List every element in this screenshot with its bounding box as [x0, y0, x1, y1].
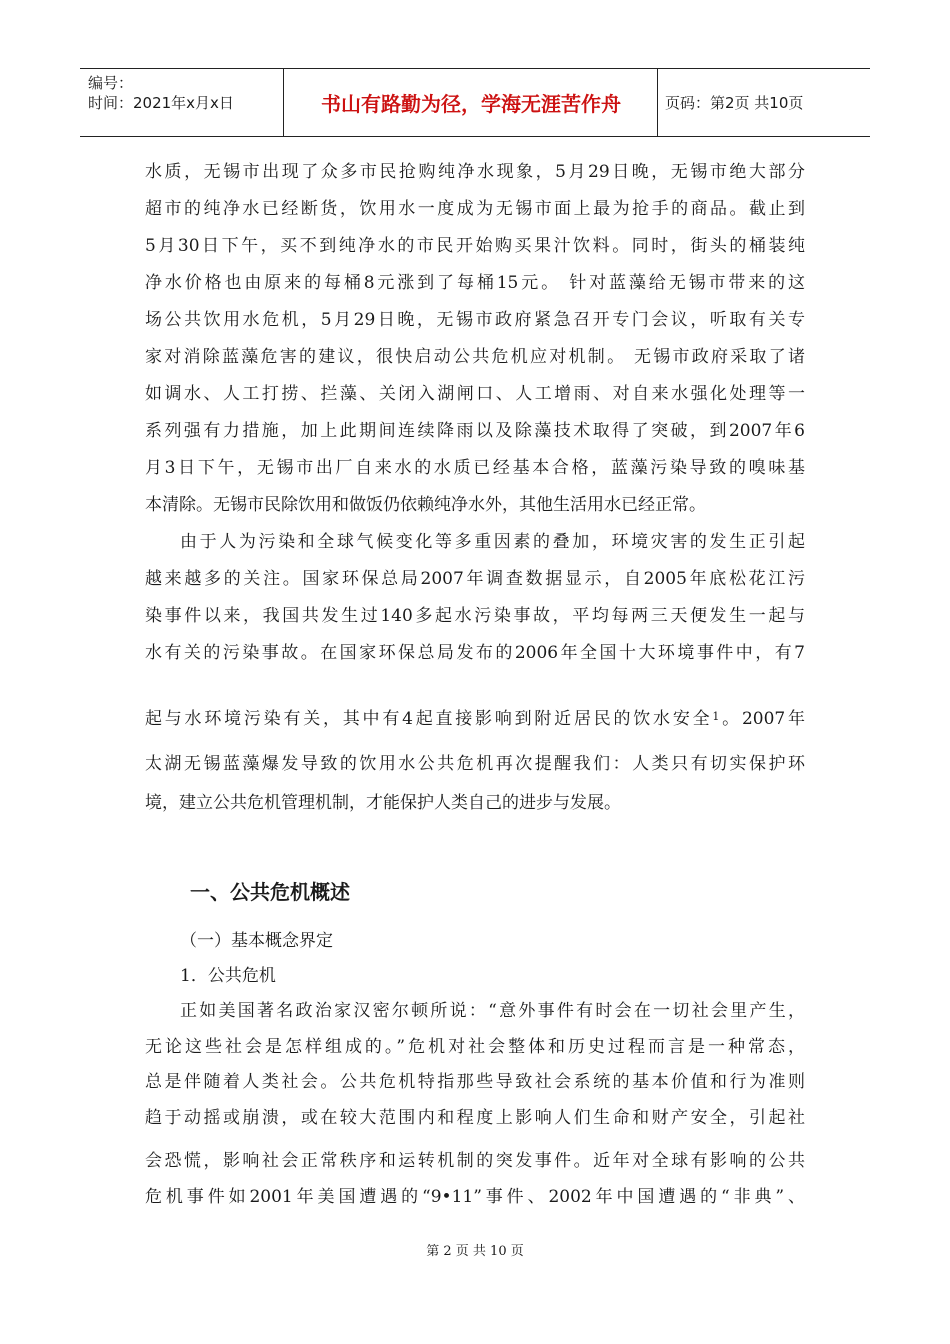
body-line: 水质，无锡市出现了众多市民抢购纯净水现象，5月29日晚，无锡市绝大部分 [145, 162, 805, 182]
header-motto: 书山有路勤为径，学海无涯苦作舟 [321, 92, 621, 116]
body-line: 本清除。无锡市民除饮用和做饭仍依赖纯净水外，其他生活用水已经正常。 [145, 495, 706, 515]
body-line: 超市的纯净水已经断货，饮用水一度成为无锡市面上最为抢手的商品。截止到 [145, 199, 805, 219]
number-label: 编号： [88, 74, 134, 92]
page-header [80, 68, 870, 137]
body-line: 无论这些社会是怎样组成的。”危机对社会整体和历史过程而言是一种常态， [145, 1037, 805, 1057]
body-line: 系列强有力措施，加上此期间连续降雨以及除藻技术取得了突破，到2007年6 [145, 421, 805, 441]
body-line: 总是伴随着人类社会。公共危机特指那些导致社会系统的基本价值和行为准则 [145, 1072, 805, 1092]
header-meta [88, 73, 283, 113]
header-divider [657, 69, 658, 136]
footnote-marker[interactable]: 1 [712, 710, 720, 723]
header-page-info: 页码：第2页 共10页 [665, 94, 804, 112]
body-line-with-footnote [145, 708, 805, 730]
section-title: 一、公共危机概述 [190, 880, 350, 904]
body-line: 5月30日下午，买不到纯净水的市民开始购买果汁饮料。同时，街头的桶装纯 [145, 236, 805, 256]
header-divider [283, 69, 284, 136]
body-line: 家对消除蓝藻危害的建议，很快启动公共危机应对机制。 无锡市政府采取了诸 [145, 347, 805, 367]
body-line: 由于人为污染和全球气候变化等多重因素的叠加，环境灾害的发生正引起 [180, 532, 805, 552]
body-line: 场公共饮用水危机，5月29日晚，无锡市政府紧急召开专门会议，听取有关专 [145, 310, 805, 330]
subsection-title: （一）基本概念界定 [180, 931, 333, 951]
body-line: 境，建立公共危机管理机制，才能保护人类自己的进步与发展。 [145, 793, 621, 813]
body-line: 月3日下午，无锡市出厂自来水的水质已经基本合格，蓝藻污染导致的嗅味基 [145, 458, 805, 478]
body-line: 水有关的污染事故。在国家环保总局发布的2006年全国十大环境事件中，有7 [145, 643, 805, 663]
body-line: 趋于动摇或崩溃，或在较大范围内和程度上影响人们生命和财产安全，引起社 [145, 1108, 805, 1128]
page-footer: 第 2 页 共 10 页 [426, 1244, 524, 1259]
body-line: 如调水、人工打捞、拦藻、关闭入湖闸口、人工增雨、对自来水强化处理等一 [145, 384, 805, 404]
item-title: 1．公共危机 [180, 966, 276, 986]
body-line: 净水价格也由原来的每桶8元涨到了每桶15元。 针对蓝藻给无锡市带来的这 [145, 273, 805, 293]
body-text: 起与水环境污染有关，其中有4起直接影响到附近居民的饮水安全 [145, 709, 713, 729]
body-text: 。2007年 [719, 709, 805, 729]
body-line: 正如美国著名政治家汉密尔顿所说：“意外事件有时会在一切社会里产生， [180, 1001, 805, 1021]
body-line: 危机事件如2001年美国遭遇的“9•11”事件、2002年中国遭遇的“非典”、 [145, 1187, 805, 1207]
body-line: 太湖无锡蓝藻爆发导致的饮用水公共危机再次提醒我们：人类只有切实保护环 [145, 754, 805, 774]
body-line: 会恐慌，影响社会正常秩序和运转机制的突发事件。近年对全球有影响的公共 [145, 1151, 805, 1171]
time-label: 时间：2021年x月x日 [88, 94, 234, 112]
body-line: 越来越多的关注。国家环保总局2007年调查数据显示，自2005年底松花江污 [145, 569, 805, 589]
body-line: 染事件以来，我国共发生过140多起水污染事故，平均每两三天便发生一起与 [145, 606, 805, 626]
